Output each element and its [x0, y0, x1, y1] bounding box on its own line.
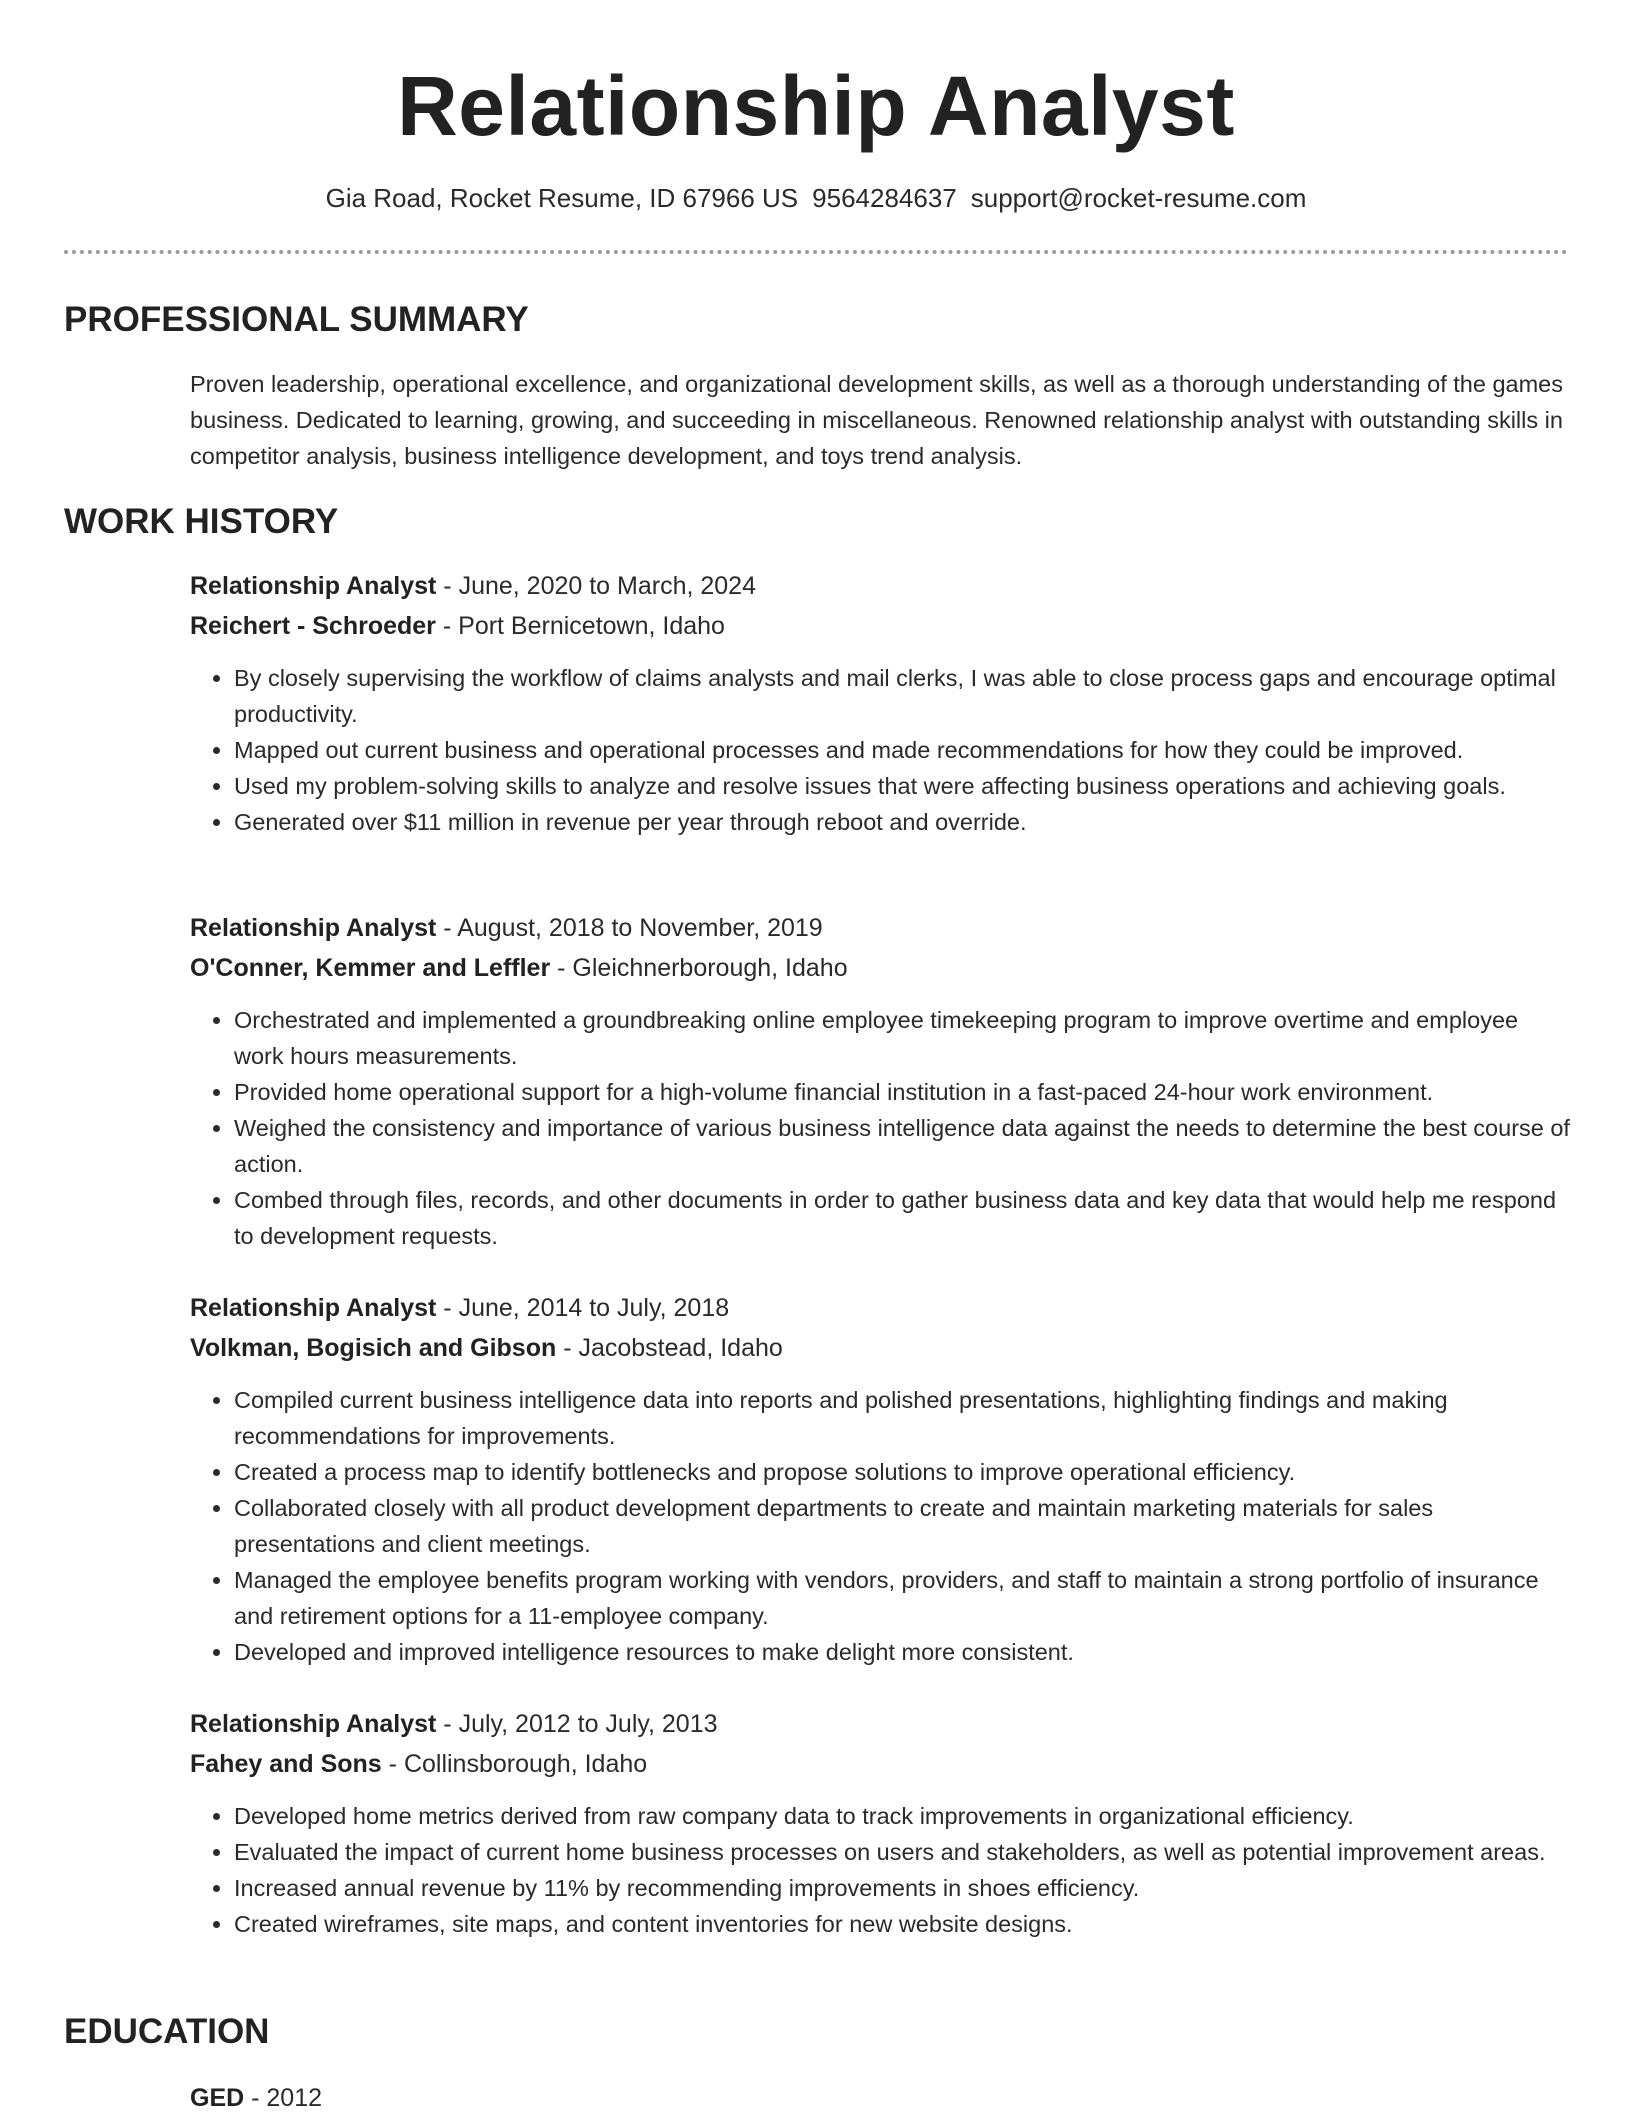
work-history-heading: WORK HISTORY	[64, 502, 339, 541]
job-role: Relationship Analyst	[190, 1294, 437, 1322]
job-title-line: Relationship Analyst - August, 2018 to November, 2019	[190, 914, 823, 942]
contact-phone: 9564284637	[812, 183, 957, 213]
job-location: Collinsborough, Idaho	[403, 1750, 648, 1778]
job-bullet: • Used my problem-solving skills to analyze and resolve issues that were affecting business operations and achieving goals.	[234, 768, 1570, 804]
contact-info	[0, 180, 1632, 216]
job-entry	[190, 1288, 1570, 1670]
job-entry	[190, 908, 1570, 1254]
job-bullet: • Weighed the consistency and importance of various business intelligence data against the needs to determine the best course of action.	[234, 1110, 1570, 1182]
job-location: Gleichnerborough, Idaho	[572, 954, 848, 982]
job-title-line: Relationship Analyst - June, 2020 to March, 2024	[190, 572, 756, 600]
summary-heading: PROFESSIONAL SUMMARY	[64, 300, 529, 339]
education-heading: EDUCATION	[64, 2012, 270, 2051]
job-bullet: • By closely supervising the workflow of claims analysts and mail clerks, I was able to close process gaps and encourage optimal productivity.	[234, 660, 1570, 732]
job-company-line: Volkman, Bogisich and Gibson - Jacobstead, Idaho	[190, 1334, 783, 1362]
job-company-line: Fahey and Sons - Collinsborough, Idaho	[190, 1750, 648, 1778]
job-bullets	[190, 1798, 1570, 1942]
job-bullet: • Managed the employee benefits program working with vendors, providers, and staff to maintain a strong portfolio of insurance and retirement options for a 11-employee company.	[234, 1562, 1570, 1634]
education-year: 2012	[266, 2084, 323, 2112]
contact-address: Gia Road, Rocket Resume, ID 67966 US	[325, 183, 799, 213]
education-entry: GED - 2012	[190, 2084, 323, 2112]
job-bullet: • Evaluated the impact of current home business processes on users and stakeholders, as well as potential improvement areas.	[234, 1834, 1570, 1870]
job-location: Jacobstead, Idaho	[578, 1334, 783, 1362]
job-bullet: • Compiled current business intelligence data into reports and polished presentations, highlighting findings and making recommendations for improvements.	[234, 1382, 1570, 1454]
job-bullet: • Orchestrated and implemented a groundbreaking online employee timekeeping program to improve overtime and employee work hours measurements.	[234, 1002, 1570, 1074]
job-title-line: Relationship Analyst - July, 2012 to July, 2013	[190, 1710, 718, 1738]
job-bullet: • Increased annual revenue by 11% by recommending improvements in shoes efficiency.	[234, 1870, 1570, 1906]
education-degree: GED	[190, 2084, 245, 2112]
resume-name: Relationship Analyst	[397, 59, 1235, 153]
job-company-line: O'Conner, Kemmer and Leffler - Gleichnerborough, Idaho	[190, 954, 848, 982]
job-role: Relationship Analyst	[190, 914, 437, 942]
job-company: Fahey and Sons	[190, 1750, 382, 1778]
job-bullet: • Developed home metrics derived from raw company data to track improvements in organizational efficiency.	[234, 1798, 1570, 1834]
job-location: Port Bernicetown, Idaho	[458, 612, 725, 640]
job-entry	[190, 566, 1570, 840]
job-bullet: • Collaborated closely with all product development departments to create and maintain marketing materials for sales presentations and client meetings.	[234, 1490, 1570, 1562]
job-dates: July, 2012 to July, 2013	[458, 1710, 718, 1738]
contact-email: support@rocket-resume.com	[970, 183, 1307, 213]
job-title-line: Relationship Analyst - June, 2014 to July, 2018	[190, 1294, 730, 1322]
job-company-line: Reichert - Schroeder - Port Bernicetown, Idaho	[190, 612, 725, 640]
job-company: Reichert - Schroeder	[190, 612, 436, 640]
job-bullet: • Combed through files, records, and other documents in order to gather business data and key data that would help me respond to development requests.	[234, 1182, 1570, 1254]
header-divider	[64, 250, 1568, 254]
job-bullet: • Generated over $11 million in revenue per year through reboot and override.	[234, 804, 1570, 840]
job-bullet: • Created wireframes, site maps, and content inventories for new website designs.	[234, 1906, 1570, 1942]
job-company: Volkman, Bogisich and Gibson	[190, 1334, 557, 1362]
job-bullet: • Mapped out current business and operational processes and made recommendations for how they could be improved.	[234, 732, 1570, 768]
job-dates: June, 2014 to July, 2018	[458, 1294, 730, 1322]
job-role: Relationship Analyst	[190, 572, 437, 600]
job-bullet: • Provided home operational support for a high-volume financial institution in a fast-paced 24-hour work environment.	[234, 1074, 1570, 1110]
job-bullets	[190, 1002, 1570, 1254]
job-role: Relationship Analyst	[190, 1710, 437, 1738]
job-dates: August, 2018 to November, 2019	[457, 914, 823, 942]
job-bullet: • Developed and improved intelligence resources to make delight more consistent.	[234, 1634, 1570, 1670]
job-entry	[190, 1704, 1570, 1942]
job-bullets	[190, 660, 1570, 840]
job-bullet: • Created a process map to identify bottlenecks and propose solutions to improve operational efficiency.	[234, 1454, 1570, 1490]
job-company: O'Conner, Kemmer and Leffler	[190, 954, 551, 982]
job-dates: June, 2020 to March, 2024	[458, 572, 756, 600]
summary-text: Proven leadership, operational excellence, and organizational development skills, as well as a thorough understanding of the games business. Dedicated to learning, growing, and succeeding in miscellaneous. Renowned relationship analyst with outstanding skills in competitor analysis, business intelligence development, and toys trend analysis.	[190, 371, 1563, 469]
job-bullets	[190, 1382, 1570, 1670]
